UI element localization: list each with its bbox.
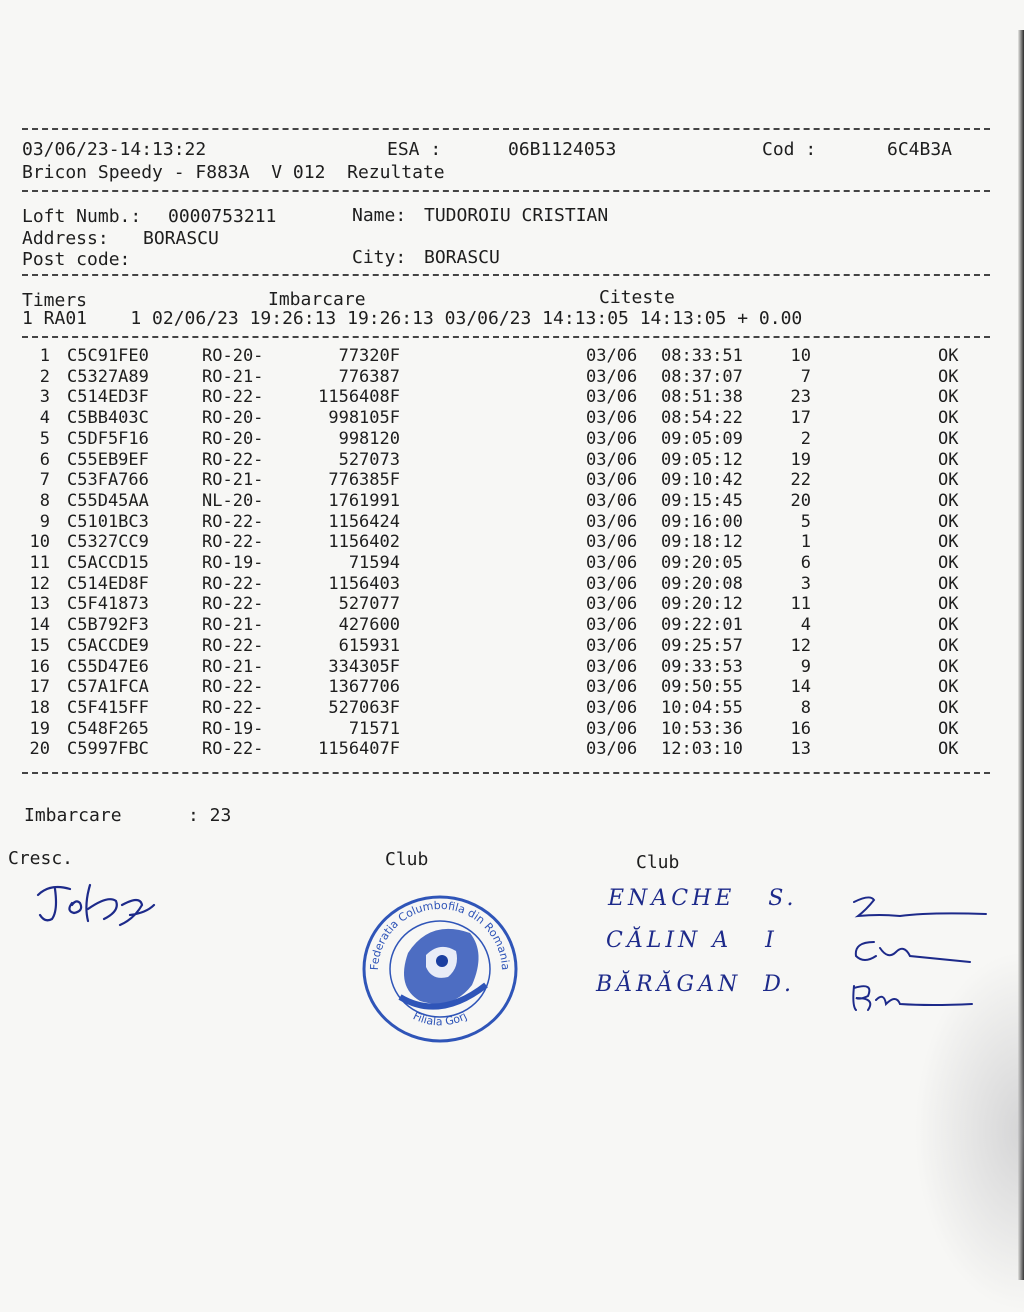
row-number: 7 — [39, 470, 50, 491]
arrival-date: 03/06 — [586, 677, 638, 698]
club-stamp — [360, 893, 520, 1045]
basketing-position: 7 — [800, 366, 811, 387]
table-row — [0, 491, 1024, 512]
status-ok: OK — [938, 428, 959, 449]
row-number: 13 — [29, 594, 50, 615]
ring-country: RO-21- — [202, 366, 264, 387]
status-ok: OK — [938, 573, 959, 594]
esa-value: 06B1124053 — [508, 139, 617, 160]
arrival-date: 03/06 — [586, 739, 638, 760]
loft-label: Loft Numb.: — [22, 206, 142, 227]
ring-code: C5C91FE0 — [67, 346, 149, 366]
status-ok: OK — [938, 470, 959, 491]
arrival-time: 09:05:09 — [661, 428, 743, 449]
row-number: 1 — [39, 346, 50, 366]
ring-code: C514ED8F — [67, 573, 149, 594]
basketing-position: 13 — [790, 739, 811, 760]
arrival-date: 03/06 — [586, 490, 638, 511]
post-code-label: Post code: — [22, 249, 131, 270]
ring-country: RO-20- — [202, 428, 264, 449]
ring-code: C5ACCD15 — [67, 553, 149, 573]
status-ok: OK — [938, 490, 959, 511]
name-label: Name: — [352, 205, 407, 226]
basketing-position: 8 — [800, 697, 811, 718]
status-ok: OK — [938, 387, 959, 408]
address-label: Address: — [22, 228, 109, 249]
imbarcare-total-label: Imbarcare — [24, 805, 122, 826]
ring-country: RO-20- — [202, 346, 264, 366]
status-ok: OK — [938, 594, 959, 615]
ring-country: RO-22- — [202, 532, 264, 553]
ring-country: RO-22- — [202, 635, 264, 656]
arrival-date: 03/06 — [586, 718, 638, 739]
print-datetime: 03/06/23-14:13:22 — [22, 139, 207, 160]
row-number: 15 — [29, 635, 50, 656]
ring-id: 527077 — [338, 594, 400, 615]
ring-code: C55D45AA — [67, 490, 149, 511]
ring-code: C5F41873 — [67, 594, 149, 615]
basketing-position: 12 — [790, 635, 811, 656]
arrival-time: 10:04:55 — [661, 697, 743, 718]
table-row — [0, 367, 1024, 388]
ring-country: NL-20- — [202, 490, 264, 511]
ring-code: C53FA766 — [67, 470, 149, 491]
arrival-time: 09:22:01 — [661, 615, 743, 636]
citeste-heading: Citeste — [599, 287, 675, 308]
table-row — [0, 450, 1024, 471]
status-ok: OK — [938, 408, 959, 429]
arrival-date: 03/06 — [586, 532, 638, 553]
ring-code: C5F415FF — [67, 697, 149, 718]
club-label-left: Club — [385, 849, 429, 870]
row-number: 9 — [39, 511, 50, 532]
stamp-text-top: Federatia Columbofila din Romania — [367, 898, 513, 971]
arrival-date: 03/06 — [586, 428, 638, 449]
basketing-position: 10 — [790, 346, 811, 366]
table-row — [0, 346, 1024, 367]
timer-line: 1 RA01 1 02/06/23 19:26:13 19:26:13 03/06/23 14:13:05 14:13:05 + 0.00 — [22, 308, 803, 329]
arrival-date: 03/06 — [586, 346, 638, 366]
table-row — [0, 574, 1024, 595]
row-number: 16 — [29, 656, 50, 677]
arrival-date: 03/06 — [586, 615, 638, 636]
club-label-right: Club — [636, 852, 680, 873]
ring-id: 1156403 — [328, 573, 400, 594]
table-row — [0, 636, 1024, 657]
row-number: 6 — [39, 449, 50, 470]
arrival-time: 09:16:00 — [661, 511, 743, 532]
breeder-signature — [30, 875, 160, 935]
device-line: Bricon Speedy - F883A V 012 Rezultate — [22, 162, 445, 183]
separator — [22, 190, 990, 192]
ring-code: C5B792F3 — [67, 615, 149, 636]
table-row — [0, 615, 1024, 636]
loft-number: 0000753211 — [168, 206, 277, 227]
ring-id: 527073 — [338, 449, 400, 470]
ring-id: 1156408F — [318, 387, 400, 408]
basketing-position: 23 — [790, 387, 811, 408]
basketing-position: 14 — [790, 677, 811, 698]
arrival-time: 12:03:10 — [661, 739, 743, 760]
ring-id: 776387 — [338, 366, 400, 387]
address-value: BORASCU — [143, 228, 219, 249]
cresc-label: Cresc. — [8, 848, 74, 869]
arrival-time: 09:33:53 — [661, 656, 743, 677]
ring-id: 1156407F — [318, 739, 400, 760]
arrival-time: 09:15:45 — [661, 490, 743, 511]
esa-label: ESA : — [387, 139, 442, 160]
arrival-time: 08:54:22 — [661, 408, 743, 429]
committee-signatures — [840, 886, 990, 1016]
status-ok: OK — [938, 739, 959, 760]
table-row — [0, 553, 1024, 574]
row-number: 10 — [29, 532, 50, 553]
ring-id: 1156424 — [328, 511, 400, 532]
ring-code: C5327A89 — [67, 366, 149, 387]
ring-id: 427600 — [338, 615, 400, 636]
ring-id: 77320F — [338, 346, 400, 366]
arrival-time: 08:33:51 — [661, 346, 743, 366]
row-number: 20 — [29, 739, 50, 760]
arrival-date: 03/06 — [586, 449, 638, 470]
basketing-position: 6 — [800, 553, 811, 573]
row-number: 18 — [29, 697, 50, 718]
separator — [22, 336, 990, 338]
basketing-position: 19 — [790, 449, 811, 470]
ring-code: C5997FBC — [67, 739, 149, 760]
arrival-date: 03/06 — [586, 697, 638, 718]
basketing-position: 22 — [790, 470, 811, 491]
ring-id: 615931 — [338, 635, 400, 656]
ring-country: RO-20- — [202, 408, 264, 429]
arrival-time: 08:51:38 — [661, 387, 743, 408]
timers-label: Timers — [22, 290, 88, 311]
imbarcare-total-value: : 23 — [188, 805, 232, 826]
separator — [22, 128, 990, 130]
basketing-position: 2 — [800, 428, 811, 449]
basketing-position: 5 — [800, 511, 811, 532]
ring-country: RO-22- — [202, 573, 264, 594]
arrival-date: 03/06 — [586, 594, 638, 615]
table-row — [0, 677, 1024, 698]
arrival-time: 09:20:05 — [661, 553, 743, 573]
ring-code: C5327CC9 — [67, 532, 149, 553]
signature-name-1: ENACHE S. — [608, 886, 798, 911]
status-ok: OK — [938, 532, 959, 553]
ring-id: 1761991 — [328, 490, 400, 511]
signature-name-2: CĂLIN A I — [606, 928, 778, 953]
ring-country: RO-21- — [202, 615, 264, 636]
table-row — [0, 470, 1024, 491]
arrival-date: 03/06 — [586, 553, 638, 573]
ring-id: 1367706 — [328, 677, 400, 698]
ring-country: RO-22- — [202, 594, 264, 615]
ring-country: RO-22- — [202, 511, 264, 532]
arrival-date: 03/06 — [586, 470, 638, 491]
table-row — [0, 512, 1024, 533]
row-number: 11 — [29, 553, 50, 573]
city-label: City: — [352, 247, 407, 268]
row-number: 12 — [29, 573, 50, 594]
basketing-position: 11 — [790, 594, 811, 615]
ring-id: 334305F — [328, 656, 400, 677]
ring-code: C5DF5F16 — [67, 428, 149, 449]
basketing-position: 3 — [800, 573, 811, 594]
status-ok: OK — [938, 635, 959, 656]
row-number: 8 — [39, 490, 50, 511]
status-ok: OK — [938, 697, 959, 718]
arrival-date: 03/06 — [586, 656, 638, 677]
arrival-time: 08:37:07 — [661, 366, 743, 387]
separator — [22, 274, 990, 276]
ring-id: 527063F — [328, 697, 400, 718]
status-ok: OK — [938, 346, 959, 366]
fancier-name: TUDOROIU CRISTIAN — [424, 205, 609, 226]
table-row — [0, 594, 1024, 615]
row-number: 3 — [39, 387, 50, 408]
arrival-date: 03/06 — [586, 635, 638, 656]
ring-id: 71594 — [348, 553, 400, 573]
arrival-date: 03/06 — [586, 366, 638, 387]
status-ok: OK — [938, 656, 959, 677]
row-number: 2 — [39, 366, 50, 387]
separator — [22, 772, 990, 774]
table-row — [0, 739, 1024, 760]
arrival-date: 03/06 — [586, 387, 638, 408]
imbarcare-heading: Imbarcare — [268, 289, 366, 310]
arrival-time: 09:05:12 — [661, 449, 743, 470]
table-row — [0, 408, 1024, 429]
row-number: 4 — [39, 408, 50, 429]
arrival-time: 10:53:36 — [661, 718, 743, 739]
ring-code: C5ACCDE9 — [67, 635, 149, 656]
city-value: BORASCU — [424, 247, 500, 268]
ring-code: C57A1FCA — [67, 677, 149, 698]
arrival-time: 09:18:12 — [661, 532, 743, 553]
ring-id: 998105F — [328, 408, 400, 429]
arrival-time: 09:25:57 — [661, 635, 743, 656]
status-ok: OK — [938, 615, 959, 636]
row-number: 5 — [39, 428, 50, 449]
arrival-time: 09:20:12 — [661, 594, 743, 615]
ring-code: C5101BC3 — [67, 511, 149, 532]
status-ok: OK — [938, 718, 959, 739]
row-number: 17 — [29, 677, 50, 698]
cod-value: 6C4B3A — [887, 139, 953, 160]
status-ok: OK — [938, 366, 959, 387]
table-row — [0, 532, 1024, 553]
row-number: 14 — [29, 615, 50, 636]
ring-code: C548F265 — [67, 718, 149, 739]
ring-code: C514ED3F — [67, 387, 149, 408]
cod-label: Cod : — [762, 139, 817, 160]
ring-country: RO-21- — [202, 656, 264, 677]
arrival-date: 03/06 — [586, 573, 638, 594]
arrival-date: 03/06 — [586, 511, 638, 532]
status-ok: OK — [938, 553, 959, 573]
ring-country: RO-22- — [202, 449, 264, 470]
ring-country: RO-22- — [202, 387, 264, 408]
ring-country: RO-22- — [202, 697, 264, 718]
ring-code: C55EB9EF — [67, 449, 149, 470]
signature-name-3: BĂRĂGAN D. — [596, 972, 796, 997]
stamp-text-bottom: Filiala Gorj — [411, 1009, 470, 1029]
status-ok: OK — [938, 677, 959, 698]
table-row — [0, 429, 1024, 450]
basketing-position: 4 — [800, 615, 811, 636]
arrival-time: 09:20:08 — [661, 573, 743, 594]
ring-code: C55D47E6 — [67, 656, 149, 677]
ring-country: RO-22- — [202, 677, 264, 698]
basketing-position: 16 — [790, 718, 811, 739]
arrival-time: 09:50:55 — [661, 677, 743, 698]
ring-country: RO-19- — [202, 553, 264, 573]
ring-country: RO-19- — [202, 718, 264, 739]
arrival-time: 09:10:42 — [661, 470, 743, 491]
table-row — [0, 698, 1024, 719]
ring-code: C5BB403C — [67, 408, 149, 429]
ring-id: 1156402 — [328, 532, 400, 553]
ring-id: 71571 — [348, 718, 400, 739]
basketing-position: 9 — [800, 656, 811, 677]
ring-country: RO-22- — [202, 739, 264, 760]
basketing-position: 17 — [790, 408, 811, 429]
table-row — [0, 657, 1024, 678]
basketing-position: 20 — [790, 490, 811, 511]
table-row — [0, 719, 1024, 740]
ring-id: 998120 — [338, 428, 400, 449]
ring-country: RO-21- — [202, 470, 264, 491]
arrival-date: 03/06 — [586, 408, 638, 429]
ring-id: 776385F — [328, 470, 400, 491]
status-ok: OK — [938, 511, 959, 532]
row-number: 19 — [29, 718, 50, 739]
basketing-position: 1 — [800, 532, 811, 553]
status-ok: OK — [938, 449, 959, 470]
table-row — [0, 387, 1024, 408]
